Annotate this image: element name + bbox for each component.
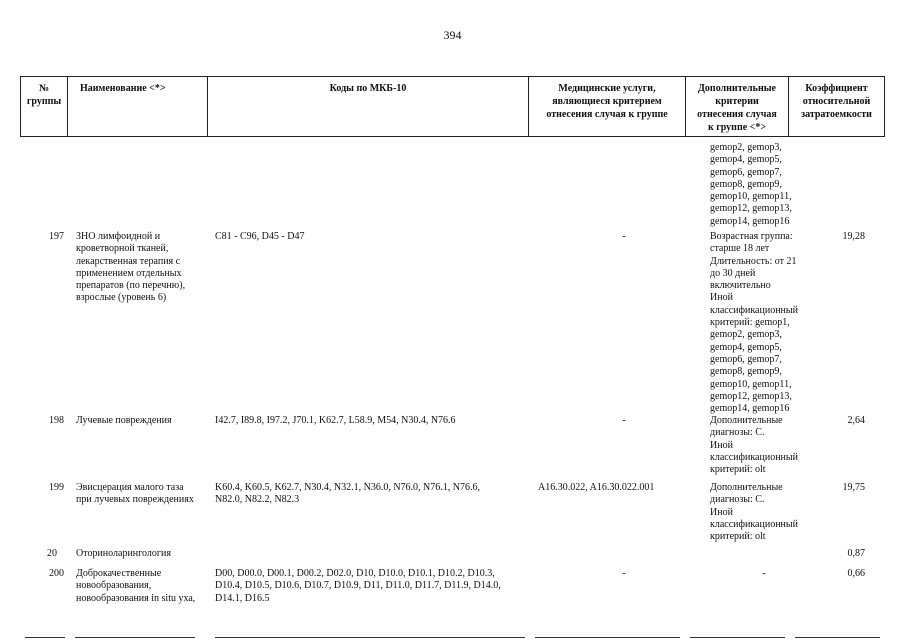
bottom-rule (690, 637, 785, 638)
row-group-no: 20 (47, 548, 57, 559)
row-coefficient: 19,75 (842, 482, 865, 493)
bottom-rule (215, 637, 525, 638)
row-services: - (622, 415, 626, 426)
header-icd-codes: Коды по МКБ-10 (329, 83, 407, 94)
row-name: Доброкачественные новообразования, новообразования in situ уха, (76, 568, 196, 604)
row-extra-criteria: Дополнительные диагнозы: C. Иной классификационный критерий: olt (710, 482, 798, 543)
row-group-no: 198 (49, 415, 64, 426)
row-extra-criteria: Дополнительные диагнозы: C. Иной классификационный критерий: olt (710, 415, 798, 476)
header-name: Наименование <*> (80, 83, 166, 94)
row-group-no: 199 (49, 482, 64, 493)
row-coefficient: 2,64 (847, 415, 865, 426)
continuation-extra-criteria: gemop2, gemop3, gemop4, gemop5, gemop6, gemop7, gemop8, gemop9, gemop10, gemop11, gemop12, gemop13, gemop14, gemop16 (710, 142, 792, 227)
row-extra-criteria: - (762, 568, 766, 579)
row-services: A16.30.022, A16.30.022.001 (538, 482, 655, 493)
row-coefficient: 0,87 (847, 548, 865, 559)
header-divider (67, 76, 68, 136)
header-services: Медицинские услуги, являющиеся критерием отнесения случая к группе (546, 83, 668, 120)
row-icd-codes: K60.4, K60.5, K62.7, N30.4, N32.1, N36.0, N76.0, N76.1, N76.6, N82.0, N82.2, N82.3 (215, 482, 480, 506)
row-coefficient: 0,66 (847, 568, 865, 579)
row-extra-criteria: Возрастная группа: старше 18 лет Длительность: от 21 до 30 дней включительно Иной классификационный критерий: gemop1, gemop2, gemop3, gemop4, gemop5, gemop6, gemop7, gemop8, gemop9, gemop10, gemop11, gemop12, gemop13, gemop14, gemop16 (710, 231, 798, 415)
row-name: Лучевые повреждения (76, 415, 172, 426)
row-icd-codes: C81 - C96, D45 - D47 (215, 231, 305, 242)
header-extra-criteria: Дополнительные критерии отнесения случая к группе <*> (697, 83, 777, 133)
bottom-rule (795, 637, 880, 638)
bottom-rule (535, 637, 680, 638)
bottom-rule (75, 637, 195, 638)
row-name: Оториноларингология (76, 548, 171, 559)
row-coefficient: 19,28 (842, 231, 865, 242)
page-number: 394 (443, 28, 462, 42)
header-coefficient: Коэффициент относительной затратоемкости (801, 83, 872, 120)
row-name: Эвисцерация малого таза при лучевых повреждениях (76, 482, 194, 506)
header-top-rule (20, 76, 885, 77)
row-group-no: 197 (49, 231, 64, 242)
header-bottom-rule (20, 136, 885, 137)
row-services: - (622, 231, 626, 242)
row-icd-codes: I42.7, I89.8, I97.2, J70.1, K62.7, L58.9, M54, N30.4, N76.6 (215, 415, 456, 426)
bottom-rule (25, 637, 65, 638)
header-group-no: № группы (26, 83, 62, 107)
row-services: - (622, 568, 626, 579)
header-border-right (884, 76, 885, 136)
row-name: ЗНО лимфоидной и кроветворной тканей, лекарственная терапия с применением отдельных препаратов (по перечню), взрослые (уровень 6) (76, 231, 186, 304)
row-group-no: 200 (49, 568, 64, 579)
row-icd-codes: D00, D00.0, D00.1, D00.2, D02.0, D10, D10.0, D10.1, D10.2, D10.3, D10.4, D10.5, D10.6, D10.7, D10.9, D11, D11.0, D11.7, D11.9, D14.0, D14.1, D16.5 (215, 568, 501, 604)
